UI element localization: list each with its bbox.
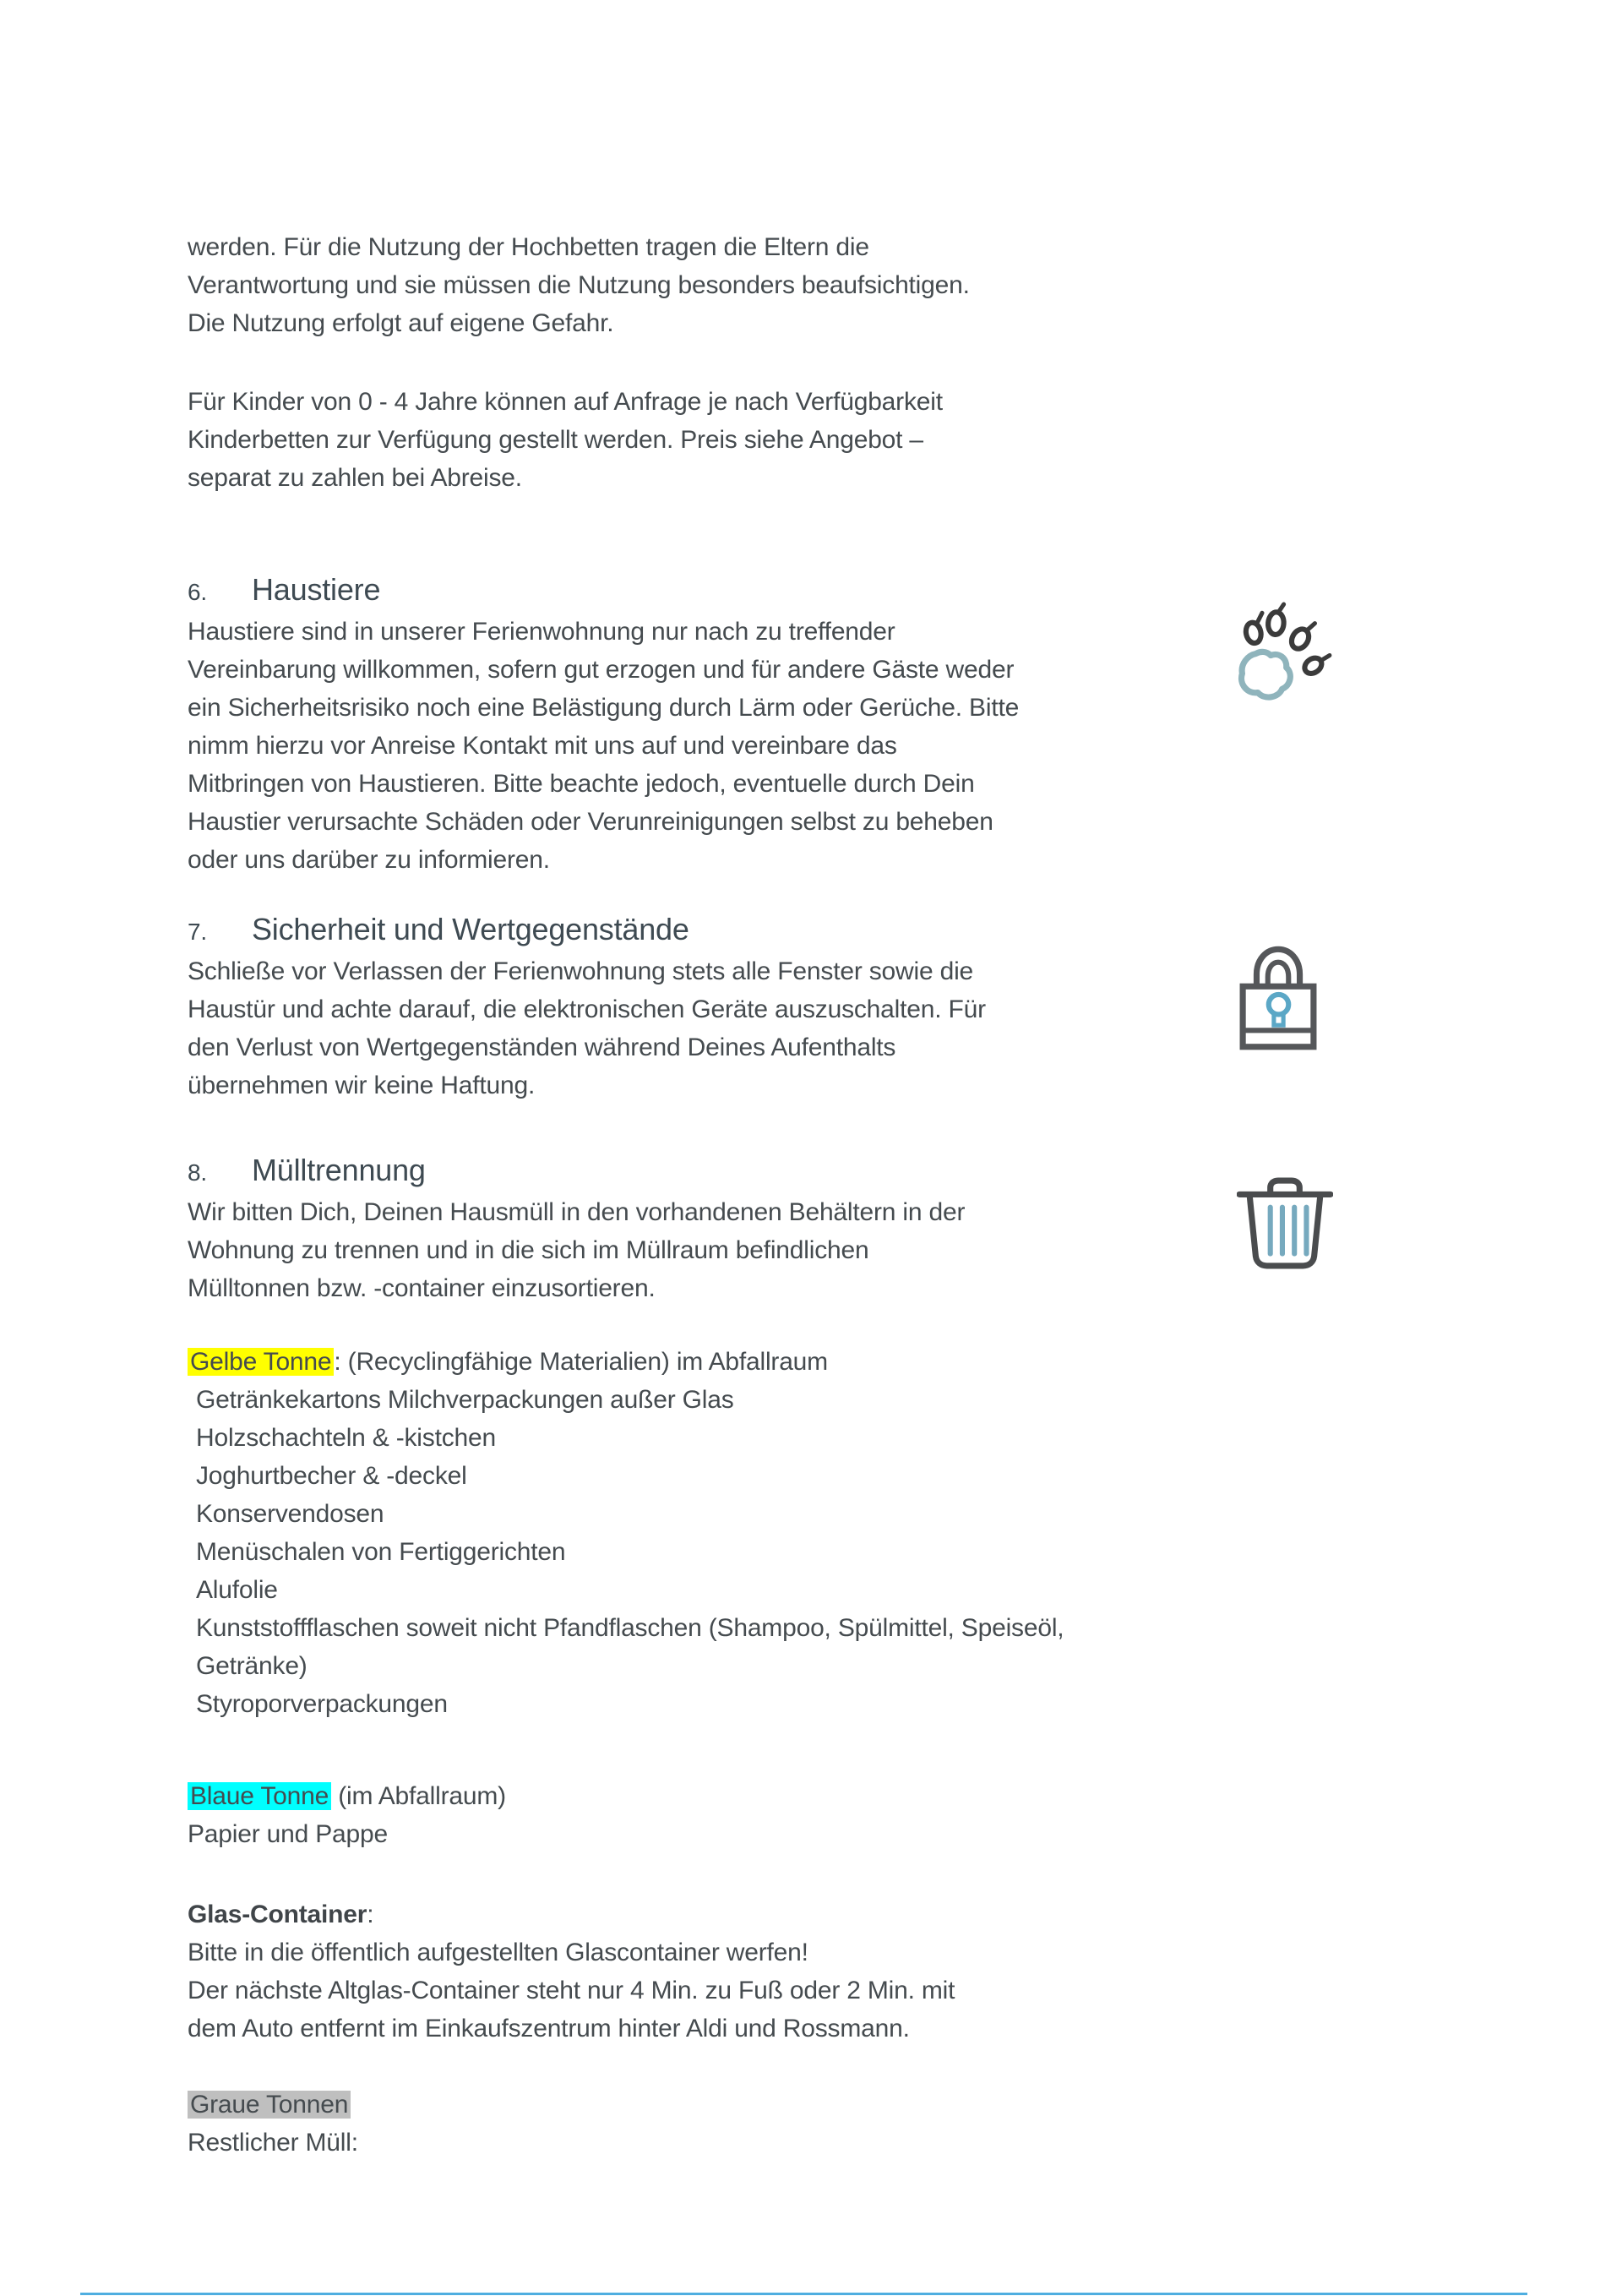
glass-container-suffix: : [367,1901,374,1928]
yellow-bin-heading [188,1343,1260,1381]
gray-bin-item: Restlicher Müll: [188,2129,358,2157]
list-item: Menüschalen von Fertiggerichten [196,1538,566,1566]
section-title: Mülltrennung [252,1153,426,1187]
blue-bin-heading [188,1777,1260,1815]
list-item: Holzschachteln & -kistchen [196,1424,496,1452]
paragraph-hochbetten: werden. Für die Nutzung der Hochbetten tragen die Eltern die Verantwortung und sie müssen die Nutzung besonders beaufsichtigen. Die Nutzung erfolgt auf eigene Gefahr. [188,233,970,337]
section-sicherheit [188,909,1260,1104]
yellow-bin-suffix: : (Recyclingfähige Materialien) im Abfallraum [334,1348,828,1376]
blue-bin-suffix: (im Abfallraum) [331,1782,506,1810]
glass-container-block [188,1895,1260,2048]
trash-icon [1237,1176,1333,1271]
list-item: Kunststoffflaschen soweit nicht Pfandflaschen (Shampoo, Spülmittel, Speiseöl, Getränke) [196,1614,1064,1680]
glass-container-label: Glas-Container [188,1901,367,1928]
yellow-bin-label: Gelbe Tonne [188,1348,334,1376]
gray-bin-heading [188,2086,1260,2124]
paragraph-kinderbetten: Für Kinder von 0 - 4 Jahre können auf Anfrage je nach Verfügbarkeit Kinderbetten zur Verfügung gestellt werden. Preis siehe Angebot – separat zu zahlen bei Abreise. [188,388,943,492]
section-number: 7. [188,919,207,945]
section-heading-haustiere [188,570,1260,613]
list-item: Konservendosen [196,1500,384,1528]
list-item: Styroporverpackungen [196,1690,448,1718]
list-item: Alufolie [196,1576,278,1604]
section-body-haustiere: Haustiere sind in unserer Ferienwohnung nur nach zu treffender Vereinbarung willkommen, sofern gut erzogen und für andere Gäste weder ein Sicherheitsrisiko noch eine Belästigung durch Lärm oder Gerüche. Bitte nimm hierzu vor Anreise Kontakt mit uns auf und vereinbare das Mitbringen von Haustieren. Bitte beachte jedoch, eventuelle durch Dein Haustier verursachte Schäden oder Verunreinigungen selbst zu beheben oder uns darüber zu informieren. [188,618,1020,874]
section-heading-muelltrennung [188,1150,1260,1193]
gray-bin-label: Graue Tonnen [188,2091,351,2119]
section-heading-sicherheit [188,909,1260,952]
list-item: Getränkekartons Milchverpackungen außer Glas [196,1386,734,1414]
section-haustiere [188,570,1260,879]
list-item: Joghurtbecher & -deckel [196,1462,467,1490]
section-title: Sicherheit und Wertgegenstände [252,912,689,946]
blue-bin-label: Blaue Tonne [188,1782,331,1810]
document-content [188,228,1260,2162]
yellow-bin-item-list [188,1381,1260,1723]
paw-icon [1227,600,1335,708]
section-number: 6. [188,579,207,605]
section-title: Haustiere [252,572,381,607]
section-body-muelltrennung: Wir bitten Dich, Deinen Hausmüll in den vorhandenen Behältern in der Wohnung zu trennen und in die sich im Müllraum befindlichen Mülltonnen bzw. -container einzusortieren. [188,1198,966,1302]
glass-container-heading [188,1895,1260,1933]
blue-bin-block [188,1777,1260,1853]
lock-icon [1238,941,1318,1051]
blue-bin-item: Papier und Pappe [188,1820,388,1848]
section-muelltrennung [188,1150,1260,1307]
page-bottom-rule [80,2293,1527,2295]
gray-bin-block [188,2086,1260,2162]
section-body-sicherheit: Schließe vor Verlassen der Ferienwohnung stets alle Fenster sowie die Haustür und achte darauf, die elektronischen Geräte auszuschalten. Für den Verlust von Wertgegenständen während Deines Aufenthalts übernehmen wir keine Haftung. [188,957,986,1099]
section-number: 8. [188,1159,207,1186]
glass-container-body: Bitte in die öffentlich aufgestellten Glascontainer werfen! Der nächste Altglas-Container steht nur 4 Min. zu Fuß oder 2 Min. mit dem Auto entfernt im Einkaufszentrum hinter Aldi und Rossmann. [188,1939,955,2042]
